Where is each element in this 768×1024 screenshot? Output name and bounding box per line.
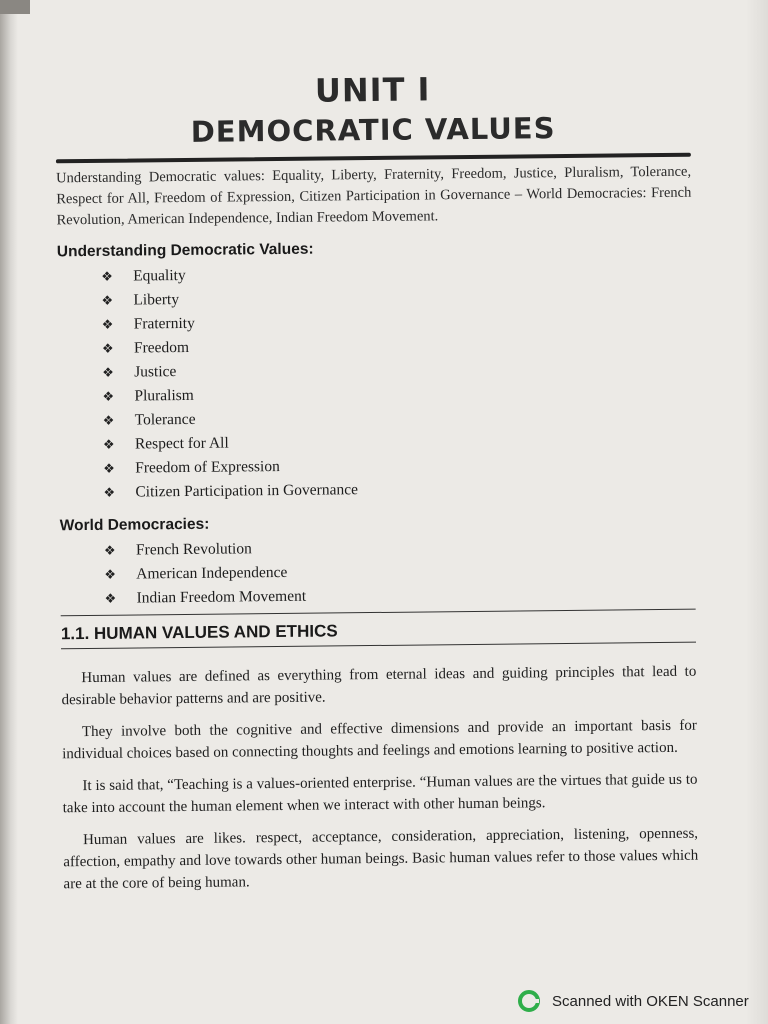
main-title: DEMOCRATIC VALUES bbox=[190, 111, 556, 149]
democratic-value-item-label: Liberty bbox=[133, 291, 180, 309]
diamond-bullet-icon: ❖ bbox=[103, 484, 116, 500]
diamond-bullet-icon: ❖ bbox=[102, 412, 115, 428]
body-paragraph: Human values are defined as everything from eternal ideas and guiding principles that lead to desirable behavior patterns and are positive. bbox=[61, 663, 697, 709]
democratic-values-list bbox=[57, 259, 694, 506]
world-democracy-item-label: French Revolution bbox=[135, 540, 252, 559]
democratic-value-item-label: Tolerance bbox=[134, 410, 196, 429]
section-heading-democratic-values: Understanding Democratic Values: bbox=[56, 240, 314, 261]
diamond-bullet-icon: ❖ bbox=[102, 364, 114, 380]
scan-corner-shadow bbox=[0, 0, 30, 14]
scanner-watermark-label: Scanned with OKEN Scanner bbox=[552, 992, 749, 1010]
diamond-bullet-icon: ❖ bbox=[102, 388, 115, 404]
human-values-body bbox=[61, 661, 698, 896]
diamond-bullet-icon: ❖ bbox=[103, 542, 116, 558]
world-democracy-item-label: American Independence bbox=[136, 563, 288, 583]
democratic-value-item-label: Freedom of Expression bbox=[135, 457, 280, 477]
heading-block bbox=[55, 67, 691, 152]
diamond-bullet-icon: ❖ bbox=[101, 316, 114, 332]
democratic-value-item bbox=[103, 475, 694, 505]
diamond-bullet-icon: ❖ bbox=[104, 590, 117, 606]
scanner-watermark bbox=[518, 990, 749, 1012]
unit-title: UNIT I bbox=[314, 70, 431, 110]
democratic-value-item-label: Justice bbox=[134, 363, 177, 381]
section-heading-human-values: 1.1. HUMAN VALUES AND ETHICS bbox=[60, 621, 338, 644]
oken-logo-icon bbox=[518, 990, 540, 1012]
diamond-bullet-icon: ❖ bbox=[101, 292, 114, 308]
diamond-bullet-icon: ❖ bbox=[101, 268, 113, 284]
democratic-value-item-label: Respect for All bbox=[134, 434, 229, 453]
document-page bbox=[55, 67, 699, 944]
world-democracies-list bbox=[60, 533, 696, 612]
diamond-bullet-icon: ❖ bbox=[102, 436, 115, 452]
diamond-bullet-icon: ❖ bbox=[103, 460, 115, 476]
democratic-value-item-label: Equality bbox=[133, 266, 186, 285]
section-heading-world-democracies: World Democracies: bbox=[59, 515, 210, 535]
diamond-bullet-icon: ❖ bbox=[101, 340, 114, 356]
democratic-value-item-label: Fraternity bbox=[133, 314, 195, 333]
scan-left-shadow bbox=[0, 0, 18, 1024]
body-paragraph: Human values are likes. respect, acceptance, consideration, appreciation, listening, openness, affection, empathy and love towards other human beings. Basic human values refer to those values which are at the core of being human. bbox=[63, 825, 699, 893]
democratic-value-item-label: Pluralism bbox=[134, 386, 194, 405]
democratic-value-item-label: Citizen Participation in Governance bbox=[135, 481, 359, 501]
world-democracy-item-label: Indian Freedom Movement bbox=[136, 587, 307, 607]
body-paragraph: It is said that, “Teaching is a values-oriented enterprise. “Human values are the virtues that guide us to take into account the human element when we interact with other human beings. bbox=[62, 771, 698, 817]
world-democracy-item bbox=[104, 581, 695, 611]
scan-right-shadow bbox=[746, 0, 768, 1024]
democratic-value-item-label: Freedom bbox=[133, 338, 190, 357]
body-paragraph: They involve both the cognitive and effective dimensions and provide an important basis for individual choices based on connecting thoughts and feelings and emotions learning to positive action. bbox=[62, 717, 697, 763]
diamond-bullet-icon: ❖ bbox=[104, 566, 117, 582]
intro-paragraph: Understanding Democratic values: Equality, Liberty, Fraternity, Freedom, Justice, Pluralism, Tolerance, Respect for All, Freedom of Expression, Citizen Participation in Governance – World Democracies: French Revolution, American Independence, Indian Freedom Movement. bbox=[56, 163, 692, 229]
